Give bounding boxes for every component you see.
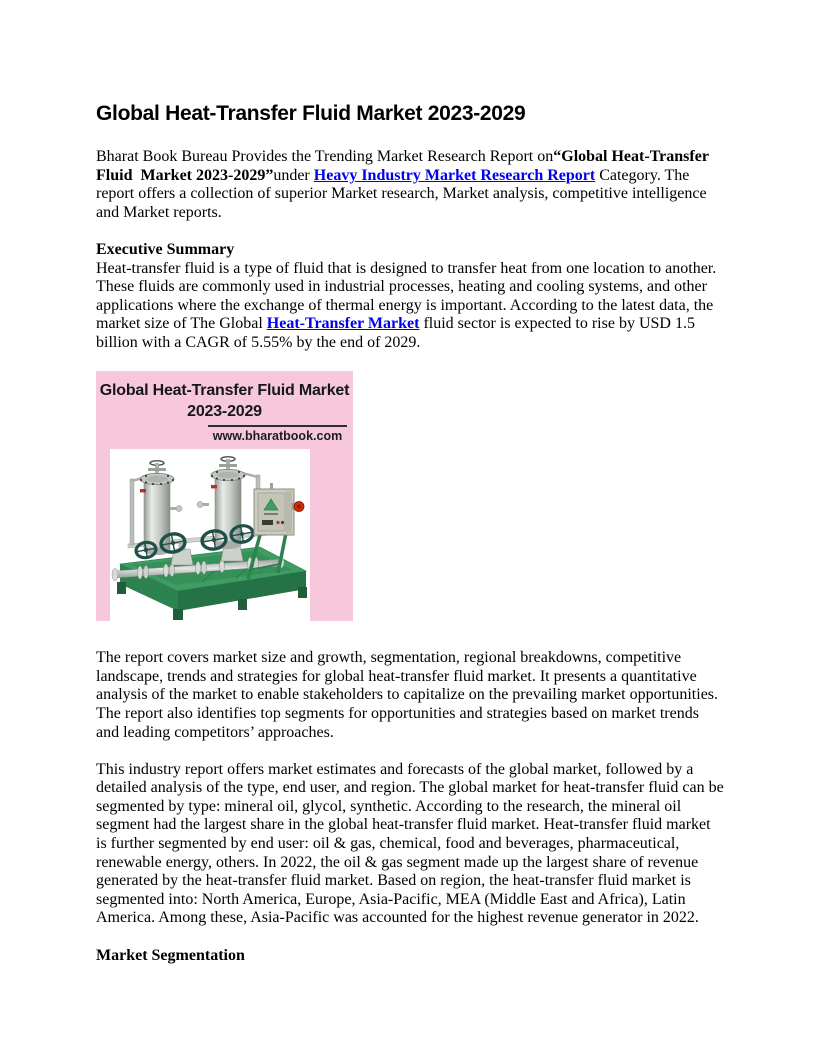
paragraph-industry: [96, 761, 724, 928]
text-segment: This industry report offers market estimates and forecasts of the global market, followed by a detailed analysis of the type, end user, and region. The global market for heat-transfer fluid can be segmented by type: mineral oil, glycol, synthetic. According to the research, the mineral oil segment had the largest share in the global heat-transfer fluid market. Heat-transfer fluid market is further segmented by end user: oil & gas, chemical, food and beverages, pharmaceutical, renewable energy, others. In 2022, the oil & gas segment made up the largest share of revenue generated by the heat-transfer fluid market. Based on region, the heat-transfer fluid market is segmented into: North America, Europe, Asia-Pacific, MEA (Middle East and Africa), Latin America. Among these, Asia-Pacific was accounted for the highest revenue generator in 2022.: [96, 760, 724, 927]
market-segmentation-heading: Market Segmentation: [96, 946, 245, 964]
equipment-illustration: [110, 449, 310, 621]
equipment-photo: [110, 449, 310, 621]
paragraph-intro: [96, 148, 724, 222]
executive-summary-section: [96, 241, 724, 353]
heavy-industry-market-research-report-link[interactable]: Heavy Industry Market Research Report: [313, 166, 596, 184]
paragraph-coverage: [96, 649, 724, 742]
text-segment: Bharat Book Bureau Provides the Trending Market Research Report on: [96, 148, 554, 165]
figure-title-line2: 2023-2029: [187, 403, 262, 421]
executive-summary-heading: Executive Summary: [96, 240, 235, 258]
text-segment: fluid sector is expected to rise by USD 1.5 billion with a CAGR of 5.55% by the end of 2029.: [96, 315, 695, 351]
text-segment: under: [273, 166, 314, 184]
text-segment: The report covers market size and growth, segmentation, regional breakdowns, competitive landscape, trends and strategies for global heat-transfer fluid market. It presents a quantitative analysis of the market to enable stakeholders to capitalize on the prevailing market opportunities. The report also identifies top segments for opportunities and strategies based on market trends and leading competitors’ approaches.: [96, 649, 719, 741]
text-segment: Category. The report offers a collection of superior Market research, Market analysis, competitive intelligence and Market reports.: [96, 166, 707, 221]
text-segment: “Global Heat-Transfer Fluid Market 2023-2029”: [96, 148, 709, 184]
text-segment: Heat-transfer fluid is a type of fluid that is designed to transfer heat from one location to another. These fluids are commonly used in industrial processes, heating and cooling systems, and other applications where the exchange of thermal energy is important. According to the latest data, the market size of The Global: [96, 259, 717, 333]
heat-transfer-market-link[interactable]: Heat-Transfer Market: [266, 315, 420, 333]
figure-divider: [208, 425, 347, 427]
paragraph-executive-summary: [96, 260, 724, 353]
document-title: Global Heat-Transfer Fluid Market 2023-2029: [96, 102, 526, 125]
figure-website: www.bharatbook.com: [212, 429, 343, 444]
figure-title-line1: Global Heat-Transfer Fluid Market: [99, 382, 350, 400]
promo-figure: [96, 371, 353, 621]
figure-title: [96, 380, 353, 422]
